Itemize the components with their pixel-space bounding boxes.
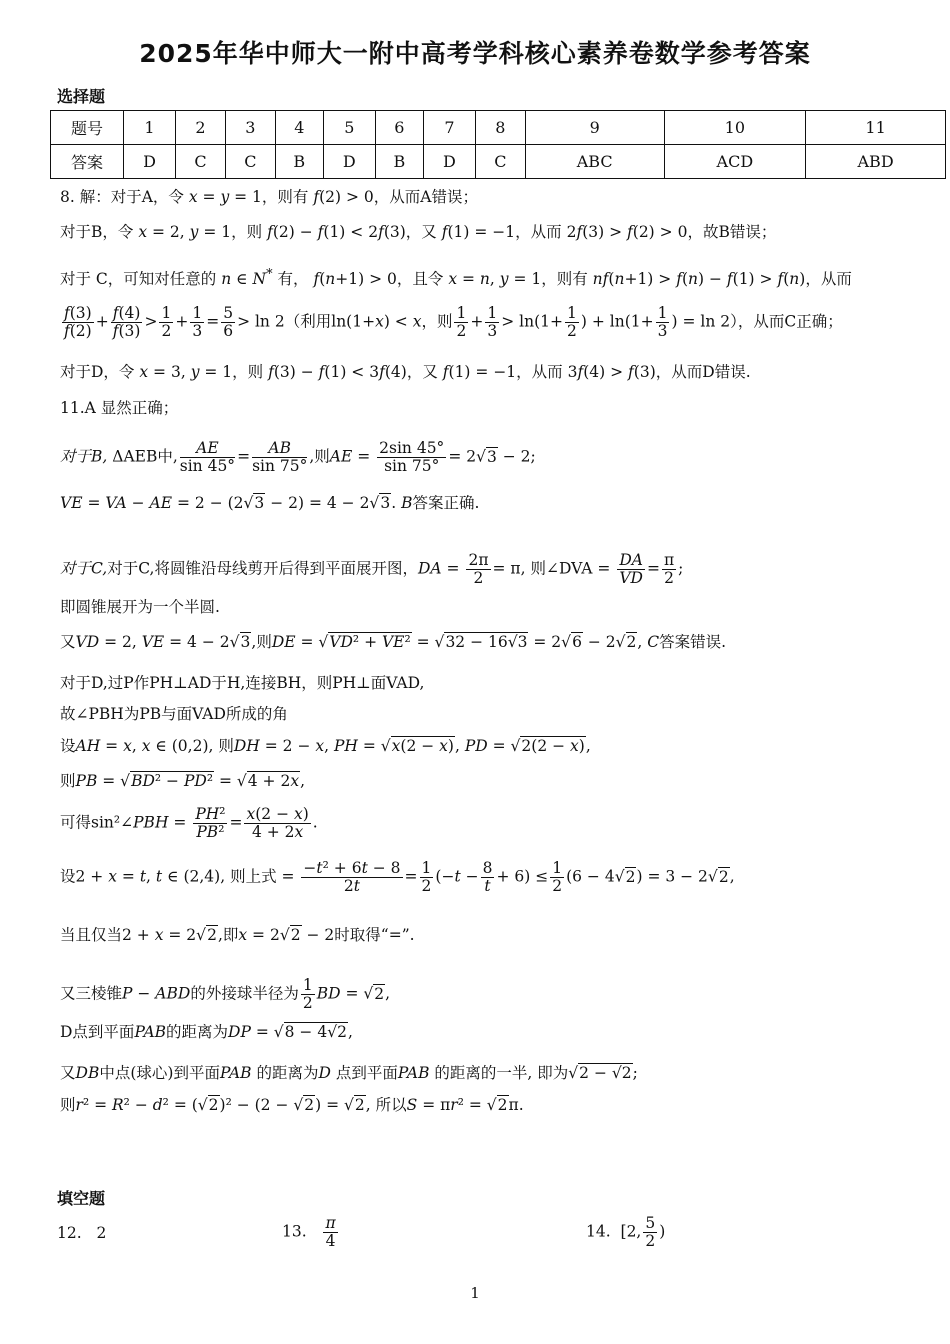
q11-line-b: 对于B, ΔAEB中, [60,447,178,466]
table-cell: B [275,145,323,179]
q11-line-c2: 又VD = 2, VE = 4 − 2√3,则DE = √VD² + VE² = √32 − 16√3 = 2√6 − 2√2, C答案错误. [60,633,727,651]
table-cell: D [423,145,475,179]
q8-line-b: 对于B，令 x = 2, y = 1，则 f(2) − f(1) < 2f(3)，又 f(1) = −1，从而 2f(3) > f(2) > 0，故B错误； [60,223,777,241]
q11-line-b2: VE = VA − AE = 2 − (2√3 − 2) = 4 − 2√3. B答案正确. [60,494,480,512]
answer-table [50,110,946,179]
table-cell: 4 [275,111,323,145]
table-row [51,145,946,179]
fill-answer-12: 12. 2 [57,1224,107,1242]
q8-line-a: 8. 解：对于A，令 x = y = 1，则有 f(2) > 0，从而A错误； [60,188,478,206]
q11-line-d3: 设AH = x, x ∈ (0,2), 则DH = 2 − x, PH = √x(2 − x), PD = √2(2 − x), [60,737,591,755]
fill-answer-14: 14. [2, $\frac{5}{2}$ ) [586,1214,666,1250]
table-header-cell: 题号 [51,111,124,145]
q11-line-d8: 又三棱锥P − ABD的外接球半径为 $\frac{1}{2}$ BD = √2, [60,976,391,1012]
table-cell: 3 [225,111,275,145]
table-cell: 8 [475,111,525,145]
table-cell: 10 [664,111,806,145]
table-row [51,111,946,145]
table-cell: ABD [806,145,946,179]
table-cell: 6 [375,111,423,145]
table-cell: 7 [423,111,475,145]
fill-section-heading: 填空题 [57,1189,106,1208]
table-cell: 5 [323,111,375,145]
q11-line-c: 对于C,对于C,将圆锥沿母线剪开后得到平面展开图，DA = $\frac{2\pi}{2}$ = π, 则∠DVA = $\frac{DA}{VD}$ = $\frac{\pi}{2}$ ; [60,551,684,587]
table-header-cell: 答案 [51,145,124,179]
q8-line-c: 对于 C，可知对任意的 n ∈ N* 有， f(n+1) > 0，且令 x = n, y = 1，则有 nf(n+1) > f(n) − f(1) > f(n)，从而 [60,267,852,289]
table-cell: 11 [806,111,946,145]
q11-line-d9: D点到平面PAB的距离为DP = √8 − 4√2, [60,1023,353,1041]
q11-line-a: 11.A 显然正确； [60,399,179,417]
page-number: 1 [470,1284,480,1302]
q11-line-d7: 当且仅当2 + x = 2√2,即x = 2√2 − 2时取得“=”. [60,926,415,944]
table-cell: C [475,145,525,179]
fill-answer-13: 13. $\frac{\pi}{4}$ [282,1214,336,1250]
table-cell: 9 [525,111,664,145]
table-cell: 1 [124,111,176,145]
q11-line-d4: 则PB = √BD² − PD² = √4 + 2x, [60,772,306,790]
table-cell: ACD [664,145,806,179]
table-cell: B [375,145,423,179]
q11-line-d5: 可得sin²∠PBH = $\frac{\text{PH²}}{\text{PB²}}$ = $\frac{x(2 - x)}{4 + 2x}$ . [60,805,318,841]
table-cell: ABC [525,145,664,179]
q11-line-d10: 又DB中点(球心)到平面PAB 的距离为D 点到平面PAB 的距离的一半, 即为√2 − √2; [60,1064,638,1082]
q8-line-c2: $\frac{f(3)}{f(2)}$ + $\frac{f(4)}{f(3)}$ > $\frac{1}{2}$ + $\frac{1}{3}$ = $\frac{5}{6}$ > ln 2（利用ln(1+x) < x，则 $\frac{1}{2}$ + $\frac{1}{3}$ > ln(1+ $\frac{1}{2}$ ) + ln(1+ $\frac{1}{3}$ ) = ln 2），从而C正确； [64,304,843,340]
table-cell: C [176,145,226,179]
q11-line-d11: 则r² = R² − d² = (√2)² − (2 − √2) = √2, 所以S = πr² = √2π. [60,1096,524,1114]
q11-line-b-formula: $\frac{AE}{\sin 45^\circ}$ = $\frac{AB}{\sin 75^\circ}$ ,则AE = $\frac{2\sin 45^\circ}{\sin 75^\circ}$ = 2√3 − 2; [179,439,536,475]
q11-line-d2: 故∠PBH为PB与面VAD所成的角 [60,705,288,723]
choice-section-heading: 选择题 [57,87,106,106]
table-cell: C [225,145,275,179]
page-title: 2025年华中师大一附中高考学科核心素养卷数学参考答案 [139,39,811,68]
q11-line-d6: 设2 + x = t, t ∈ (2,4), 则上式 = $\frac{\text{−t² + 6t − 8}}{2t}$ = $\frac{1}{2}$ (−t − $\frac{8}{t}$ + 6) ≤ $\frac{1}{2}$ (6 − 4√2) = 3 − 2√2, [60,859,735,895]
table-cell: D [323,145,375,179]
q11-line-c-semi: 即圆锥展开为一个半圆. [60,598,220,616]
q11-line-d1: 对于D,过P作PH⊥AD于H,连接BH，则PH⊥面VAD, [60,674,425,692]
table-cell: D [124,145,176,179]
table-cell: 2 [176,111,226,145]
q8-line-d: 对于D，令 x = 3, y = 1，则 f(3) − f(1) < 3f(4)，又 f(1) = −1，从而 3f(4) > f(3)，从而D错误. [60,363,751,381]
